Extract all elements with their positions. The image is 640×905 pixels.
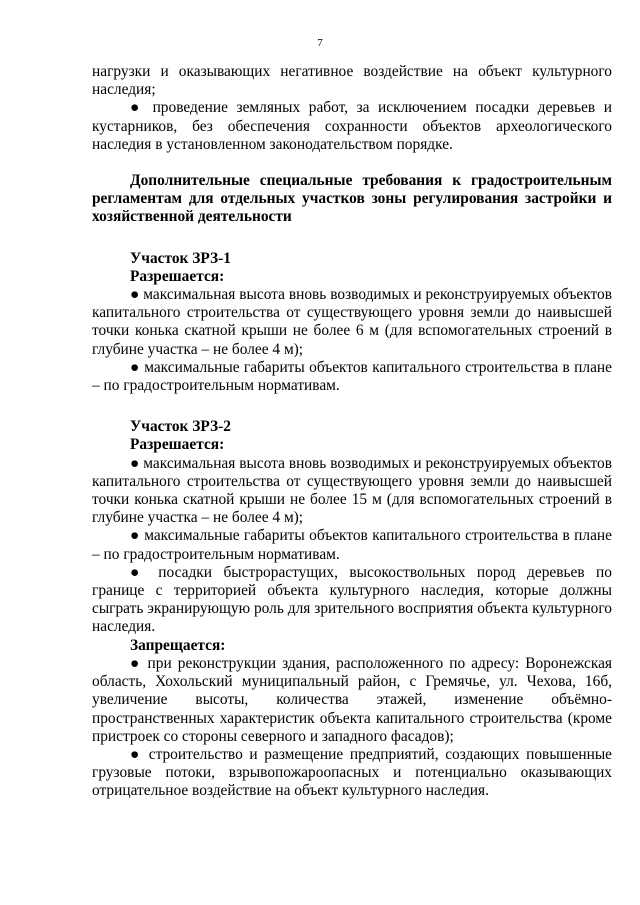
zrz2-forbidden-item: ● строительство и размещение предприятий, создающих повышенные грузовые потоки, взрывопожароопасных и потенциально оказывающих отрицательное воздействие на объект культурного наследия. <box>92 745 612 800</box>
intro-continuation: нагрузки и оказывающих негативное воздействие на объект культурного наследия; <box>92 63 612 99</box>
zrz1-allowed-item: ● максимальные габариты объектов капитального строительства в плане – по градостроительным нормативам. <box>92 358 612 395</box>
zrz1-allowed-label: Разрешается: <box>130 267 225 285</box>
main-heading: Дополнительные специальные требования к градостроительным регламентам для отдельных участков зоны регулирования застройки и хозяйственной деятельности <box>92 172 612 226</box>
document-body <box>92 63 612 801</box>
zrz2-allowed-label: Разрешается: <box>130 436 225 454</box>
zrz2-forbidden-item: ● при реконструкции здания, расположенного по адресу: Воронежская область, Хохольский муниципальный район, с Гремячье, ул. Чехова, 16б, увеличение высоты, количества этажей, изменение объёмно-пространственных характеристик объекта капитального строительства (кроме пристроек со стороны северного и западного фасадов); <box>92 654 612 745</box>
zrz2-allowed-item: ● максимальная высота вновь возводимых и реконструируемых объектов капитального строительства от существующего уровня земли до наивысшей точки конька скатной крыши не более 15 м (для вспомогательных строений в глубине участка – не более 4 м); <box>92 454 612 527</box>
zrz2-allowed-item: ● посадки быстрорастущих, высокоствольных пород деревьев по границе с территорией объекта культурного наследия, которые должны сыграть экранирующую роль для зрительного восприятия объекта культурного наследия. <box>92 563 612 636</box>
intro-list-item: ● проведение земляных работ, за исключением посадки деревьев и кустарников, без обеспечения сохранности объектов археологического наследия в установленном законодательством порядке. <box>92 99 612 153</box>
zrz1-allowed-item: ● максимальная высота вновь возводимых и реконструируемых объектов капитального строительства от существующего уровня земли до наивысшей точки конька скатной крыши не более 6 м (для вспомогательных строений в глубине участка – не более 4 м); <box>92 286 612 358</box>
zrz2-title: Участок ЗРЗ-2 <box>130 418 231 436</box>
page-number: 7 <box>317 37 323 49</box>
zrz1-title: Участок ЗРЗ-1 <box>130 249 231 267</box>
zrz2-forbidden-label: Запрещается: <box>130 636 226 654</box>
zrz2-allowed-item: ● максимальные габариты объектов капитального строительства в плане – по градостроительным нормативам. <box>92 527 612 563</box>
